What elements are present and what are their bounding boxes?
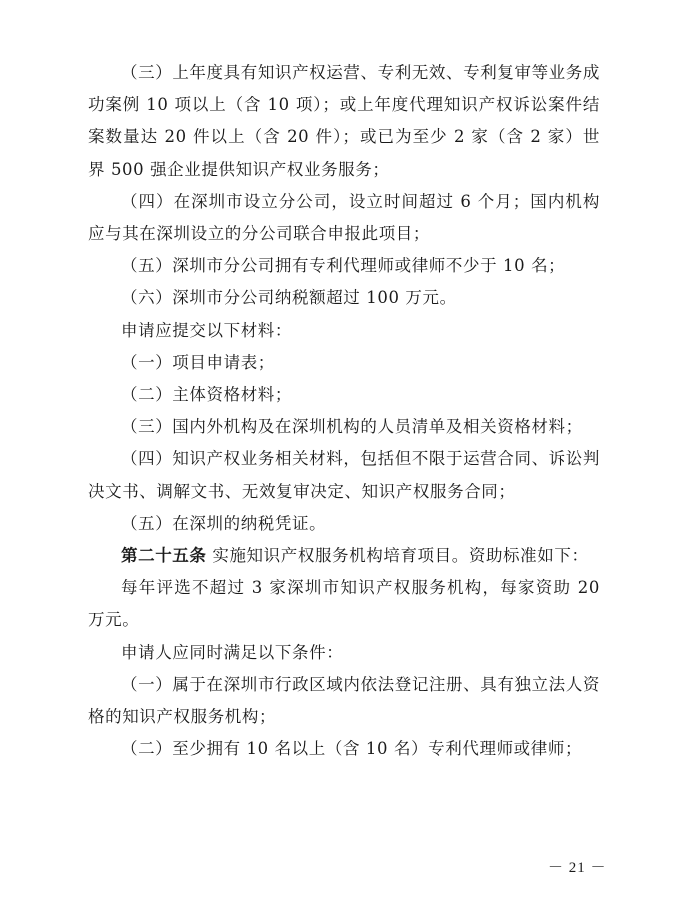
paragraph-text: （五）深圳市分公司拥有专利代理师或律师不少于 10 名； bbox=[121, 256, 566, 276]
paragraph-text: （二）至少拥有 10 名以上（含 10 名）专利代理师或律师； bbox=[121, 739, 583, 759]
paragraph-condition-1 bbox=[88, 669, 600, 733]
paragraph-text: （一）项目申请表； bbox=[121, 352, 275, 372]
paragraph-text: （四）在深圳市设立分公司，设立时间超过 6 个月；国内机构应与其在深圳设立的分公司联合申报此项目； bbox=[88, 191, 600, 244]
document-body bbox=[88, 57, 600, 765]
paragraph-5-agents bbox=[88, 250, 600, 282]
paragraph-text: 申请应提交以下材料： bbox=[121, 320, 292, 340]
paragraph-3-track-record bbox=[88, 57, 600, 186]
paragraph-funding-standard bbox=[88, 572, 600, 636]
paragraph-text: 实施知识产权服务机构培育项目。资助标准如下： bbox=[206, 546, 589, 566]
paragraph-material-2 bbox=[88, 379, 600, 411]
paragraph-material-4 bbox=[88, 443, 600, 507]
paragraph-4-branch-office bbox=[88, 186, 600, 250]
paragraph-text: （二）主体资格材料； bbox=[121, 385, 292, 405]
paragraph-condition-2 bbox=[88, 733, 600, 765]
paragraph-materials-intro bbox=[88, 315, 600, 347]
paragraph-text: （三）上年度具有知识产权运营、专利无效、专利复审等业务成功案例 10 项以上（含 10 项）；或上年度代理知识产权诉讼案件结案数量达 20 件以上（含 20 件）；或已为至少 2 家（含 2 家）世界 500 强企业提供知识产权业务服务； bbox=[88, 63, 600, 179]
paragraph-conditions-intro bbox=[88, 637, 600, 669]
paragraph-article-25 bbox=[88, 540, 600, 572]
paragraph-text: （三）国内外机构及在深圳机构的人员清单及相关资格材料； bbox=[121, 417, 583, 437]
page-number: － 21 － bbox=[548, 860, 607, 876]
paragraph-text: 每年评选不超过 3 家深圳市知识产权服务机构，每家资助 20 万元。 bbox=[88, 578, 600, 630]
paragraph-text: （五）在深圳的纳税凭证。 bbox=[121, 513, 327, 533]
paragraph-text: （一）属于在深圳市行政区域内依法登记注册、具有独立法人资格的知识产权服务机构； bbox=[88, 674, 600, 727]
paragraph-text: （四）知识产权业务相关材料，包括但不限于运营合同、诉讼判决文书、调解文书、无效复审决定、知识产权服务合同； bbox=[88, 449, 600, 501]
paragraph-material-3 bbox=[88, 411, 600, 443]
article-heading: 第二十五条 bbox=[121, 546, 207, 566]
paragraph-text: 申请人应同时满足以下条件： bbox=[121, 642, 344, 662]
paragraph-material-5 bbox=[88, 508, 600, 540]
paragraph-6-tax bbox=[88, 282, 600, 314]
paragraph-material-1 bbox=[88, 347, 600, 379]
paragraph-text: （六）深圳市分公司纳税额超过 100 万元。 bbox=[121, 288, 457, 308]
